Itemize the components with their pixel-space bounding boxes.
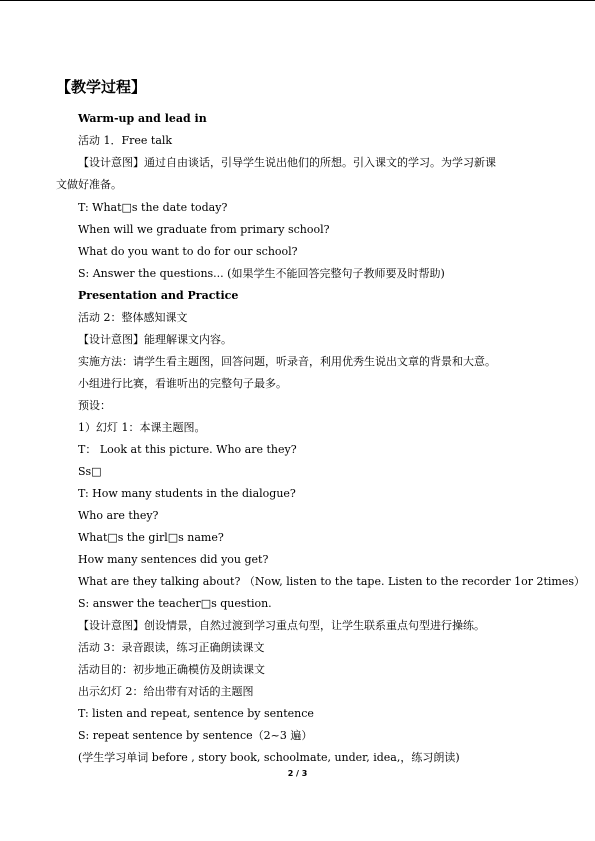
dialogue-line: S: answer the teacher□s question. xyxy=(78,597,272,610)
dialogue-line: T: listen and repeat, sentence by sentence xyxy=(78,707,314,720)
dialogue-line: T: How many students in the dialogue? xyxy=(78,487,296,500)
dialogue-line: S: Answer the questions... (如果学生不能回答完整句子教师要及时帮助) xyxy=(78,267,445,280)
design-intent-3: 【设计意图】创设情景，自然过渡到学习重点句型，让学生联系重点句型进行操练。 xyxy=(78,619,485,632)
design-intent-1-cont: 文做好准备。 xyxy=(56,178,122,191)
dialogue-line: Ss□ xyxy=(78,465,102,478)
vocabulary-note: (学生学习单词 before , story book, schoolmate, under, idea,，练习朗读) xyxy=(78,751,460,764)
dialogue-line: S: repeat sentence by sentence（2~3 遍） xyxy=(78,729,313,742)
activity-3-title: 活动 3：录音跟读，练习正确朗读课文 xyxy=(78,641,265,654)
dialogue-line: What are they talking about? （Now, listen to the tape. Listen to the recorder 1or 2times） xyxy=(78,575,585,588)
dialogue-line: T： Look at this picture. Who are they? xyxy=(78,443,297,456)
slide-1-note: 1）幻灯 1：本课主题图。 xyxy=(78,421,206,434)
subheading-warm-up: Warm-up and lead in xyxy=(78,112,207,125)
dialogue-line: What do you want to do for our school? xyxy=(78,245,298,258)
activity-2-title: 活动 2：整体感知课文 xyxy=(78,311,188,324)
dialogue-line: How many sentences did you get? xyxy=(78,553,269,566)
page-top-border xyxy=(0,0,595,1)
design-intent-1: 【设计意图】通过自由谈话，引导学生说出他们的所想。引入课文的学习。为学习新课 xyxy=(78,156,496,169)
dialogue-line: When will we graduate from primary school? xyxy=(78,223,330,236)
preset-label: 预设： xyxy=(78,399,111,412)
dialogue-line: Who are they? xyxy=(78,509,159,522)
dialogue-line: T: What□s the date today? xyxy=(78,201,228,214)
slide-2-note: 出示幻灯 2：给出带有对话的主题图 xyxy=(78,685,254,698)
section-heading: 【教学过程】 xyxy=(56,78,147,96)
design-intent-2: 【设计意图】能理解课文内容。 xyxy=(78,333,232,346)
method-text-cont: 小组进行比赛，看谁听出的完整句子最多。 xyxy=(78,377,287,390)
subheading-presentation: Presentation and Practice xyxy=(78,289,239,302)
activity-1-title: 活动 1．Free talk xyxy=(78,134,173,147)
page-number: 2 / 3 xyxy=(287,769,308,778)
method-text: 实施方法：请学生看主题图，回答问题，听录音，利用优秀生说出文章的背景和大意。 xyxy=(78,355,496,368)
activity-purpose: 活动目的：初步地正确模仿及朗读课文 xyxy=(78,663,265,676)
dialogue-line: What□s the girl□s name? xyxy=(78,531,224,544)
